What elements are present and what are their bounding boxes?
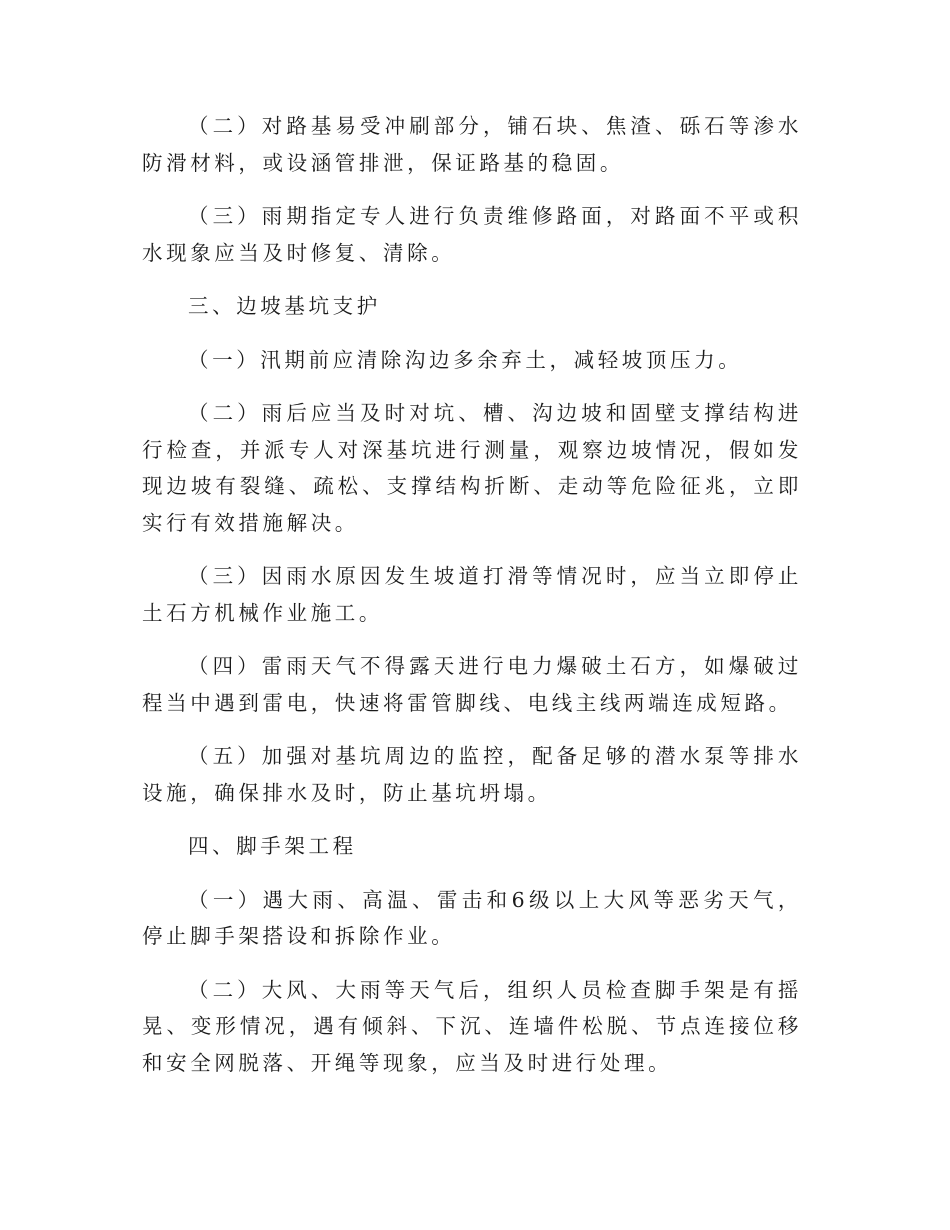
section-heading-slope-support: 三、边坡基坑支护: [188, 294, 381, 318]
section-heading-scaffolding: 四、脚手架工程: [188, 834, 357, 858]
paragraph-stop-machinery: （三）因雨水原因发生坡道打滑等情况时，应当立即停止土石方机械作业施工。: [142, 564, 802, 625]
paragraph-scaffold-inspection: （二）大风、大雨等天气后，组织人员检查脚手架是有摇晃、变形情况，遇有倾斜、下沉、连墙件松脱、节点连接位移和安全网脱落、开绳等现象，应当及时进行处理。: [142, 977, 802, 1075]
paragraph-slope-inspection: （二）雨后应当及时对坑、槽、沟边坡和固壁支撑结构进行检查，并派专人对深基坑进行测量，观察边坡情况，假如发现边坡有裂缝、疏松、支撑结构折断、走动等危险征兆，立即实行有效措施解决。: [142, 401, 802, 535]
document-body: [142, 108, 802, 1098]
paragraph-road-maintenance: （三）雨期指定专人进行负责维修路面，对路面不平或积水现象应当及时修复、清除。: [142, 204, 802, 265]
paragraph-blasting: （四）雷雨天气不得露天进行电力爆破土石方，如爆破过程当中遇到雷电，快速将雷管脚线、电线主线两端连成短路。: [142, 654, 802, 715]
paragraph-remove-spoil: （一）汛期前应清除沟边多余弃土，减轻坡顶压力。: [188, 347, 743, 372]
paragraph-stop-scaffolding: （一）遇大雨、高温、雷击和6级以上大风等恶劣天气，停止脚手架搭设和拆除作业。: [142, 887, 802, 948]
paragraph-pit-monitoring: （五）加强对基坑周边的监控，配备足够的潜水泵等排水设施，确保排水及时，防止基坑坍塌。: [142, 744, 802, 805]
paragraph-road-drainage: （二）对路基易受冲刷部分，铺石块、焦渣、砾石等渗水防滑材料，或设涵管排泄，保证路基的稳固。: [142, 114, 802, 175]
